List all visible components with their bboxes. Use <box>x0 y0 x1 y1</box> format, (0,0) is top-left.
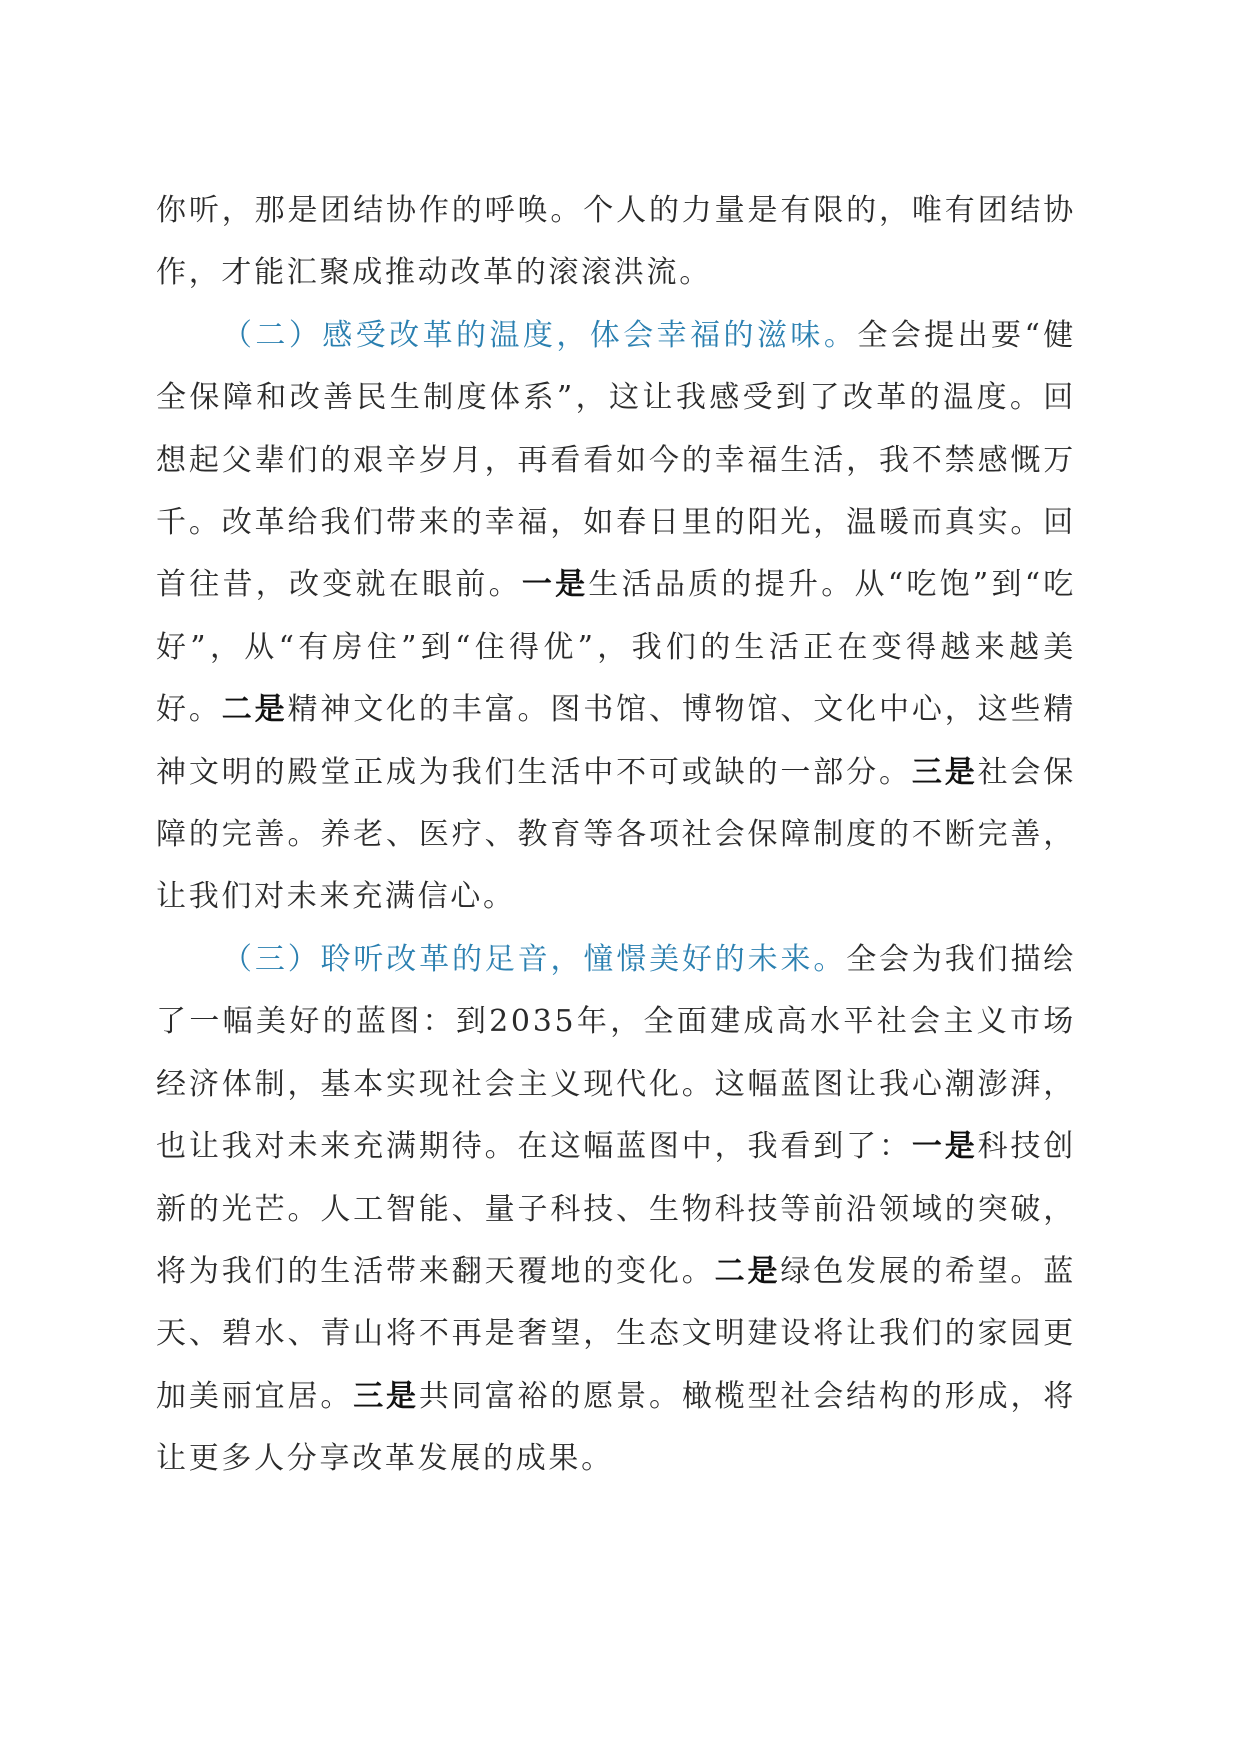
point-text-2: 精神文化的丰富。图书馆、博物馆、文化中心，这些精神文明的殿堂正成为我们生活中不可或缺的一部分。 <box>156 692 1076 790</box>
point-text-2: 绿色发展的希望。蓝天、碧水、青山将不再是奢望，生态文明建设将让我们的家园更加美丽宜居。 <box>156 1253 1076 1414</box>
point-text-1: 生活品质的提升。从“吃饱”到“吃好”，从“有房住”到“住得优”，我们的生活正在变得越来越美好。 <box>156 567 1076 728</box>
paragraph-future-of-reform <box>156 929 1076 1491</box>
point-text-3: 社会保障的完善。养老、医疗、教育等各项社会保障制度的不断完善，让我们对未来充满信心。 <box>156 754 1076 915</box>
point-label-3: 三是 <box>911 754 978 790</box>
point-label-1: 一是 <box>521 567 589 603</box>
point-text-3: 共同富裕的愿景。橄榄型社会结构的形成，将让更多人分享改革发展的成果。 <box>156 1378 1077 1477</box>
paragraph-warmth-intro: 全会提出要“健全保障和改善民生制度体系”，这让我感受到了改革的温度。回想起父辈们的艰辛岁月，再看看如今的幸福生活，我不禁感慨万千。改革给我们带来的幸福，如春日里的阳光，温暖而真实。回首往昔，改变就在眼前。 <box>156 317 1076 603</box>
point-label-2: 二是 <box>221 692 288 728</box>
paragraph-future-intro: 全会为我们描绘了一幅美好的蓝图：到2035年，全面建成高水平社会主义市场经济体制，基本实现社会主义现代化。这幅蓝图让我心潮澎湃，也让我对未来充满期待。在这幅蓝图中，我看到了： <box>156 941 1076 1165</box>
point-label-2: 二是 <box>714 1253 781 1289</box>
point-label-1: 一是 <box>911 1129 978 1165</box>
point-label-3: 三是 <box>353 1378 419 1414</box>
paragraph-teamwork-text: 你听，那是团结协作的呼唤。个人的力量是有限的，唯有团结协作，才能汇聚成推动改革的滚滚洪流。 <box>156 193 1076 291</box>
point-text-1: 科技创新的光芒。人工智能、量子科技、生物科技等前沿领域的突破，将为我们的生活带来翻天覆地的变化。 <box>156 1129 1076 1289</box>
section-heading-2: （二）感受改革的温度，体会幸福的滋味。 <box>222 317 858 353</box>
paragraph-teamwork <box>156 180 1076 305</box>
document-body <box>156 180 1076 1491</box>
paragraph-warmth-of-reform <box>156 305 1076 929</box>
section-heading-3: （三）聆听改革的足音，憧憬美好的未来。 <box>222 941 847 977</box>
